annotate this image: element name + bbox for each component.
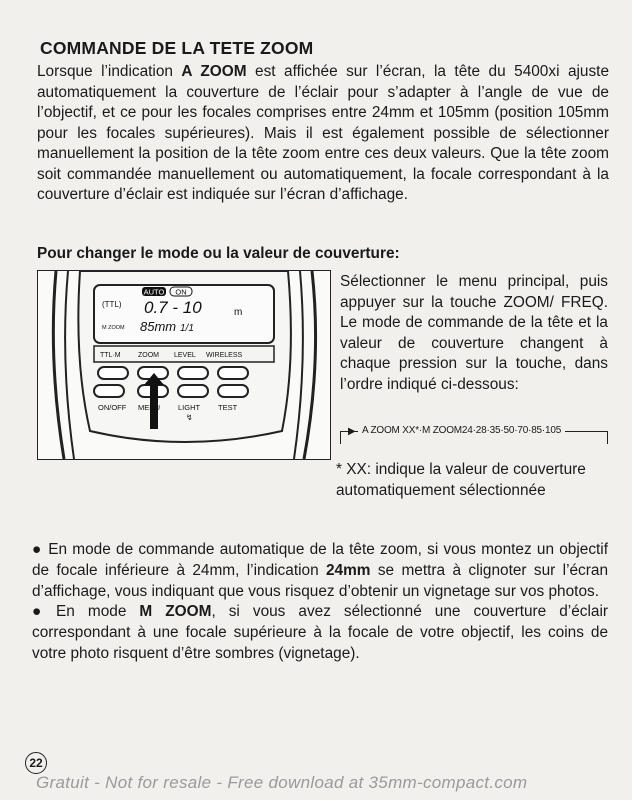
button-label-menu: MENU: [138, 403, 161, 412]
intro-paragraph: [37, 62, 609, 206]
bullet-item: [32, 540, 608, 602]
bullet-text-post: , si vous avez sélectionné une couverture d’éclair correspondant à une focale supérieure à la focale de votre objectif, les coins de votre photo risquent d’être sombres (vignetage).: [32, 603, 609, 662]
bullet-text-post: se mettra à clignoter sur l’écran d’affichage, vous indiquant que vous risquez d’obtenir un vignetage sur vos photos.: [32, 561, 609, 600]
button-label-onoff: ON/OFF: [98, 403, 127, 412]
menu-label-wireless: WIRELESS: [206, 352, 243, 359]
page-number: 22: [25, 752, 47, 774]
flash-panel-labels: [38, 271, 330, 459]
bullet-item: [32, 602, 608, 664]
arrow-right-icon: ▶: [348, 426, 356, 437]
lcd-auto-label: AUTO: [143, 287, 165, 297]
lcd-on-label: ON: [175, 287, 187, 297]
menu-label-zoom: ZOOM: [138, 352, 159, 359]
lightning-icon: ↯: [186, 413, 193, 422]
menu-label-level: LEVEL: [174, 352, 196, 359]
lcd-mzoom-label: M ZOOM: [102, 325, 125, 331]
lcd-ratio: 1/1: [180, 323, 194, 334]
button-label-test: TEST: [218, 403, 238, 412]
bullet-list: [32, 540, 608, 665]
bullet-text-bold: 24mm: [326, 561, 371, 579]
bullet-text-bold: M ZOOM: [139, 603, 212, 621]
footnote-xx: * XX: indique la valeur de couverture automatiquement sélectionnée: [336, 461, 586, 499]
zoom-sequence-label: A ZOOM XX*·M ZOOM24·28·35·50·70·85·105: [358, 425, 565, 436]
footer-watermark: Gratuit - Not for resale - Free download at 35mm-compact.com: [36, 773, 528, 792]
flash-control-panel-figure: [37, 270, 331, 460]
bullet-text-pre: En mode: [56, 603, 140, 621]
lcd-zoom-value: 85mm: [140, 319, 177, 334]
button-label-light: LIGHT: [178, 403, 201, 412]
intro-text-2: est affichée sur l’écran, la tête du 5400xi ajuste automatiquement la couverture de l’éclair pour s’adapter à l’angle de vue de l’objectif, et ce pour les focales comprises entre 24mm et 105mm (position 105mm pour les focales supérieures). Mais il est également possible de sélectionner manuellement la position de la tête zoom entre ces deux valeurs. Que la tête zoom soit commandée manuellement ou automatiquement, la focale correspondant à la couverture d’éclair est indiquée sur l’écran d’affichage.: [37, 63, 610, 203]
intro-a-zoom: A ZOOM: [181, 63, 247, 80]
zoom-sequence-diagram: [340, 425, 610, 447]
section-title: COMMANDE DE LA TETE ZOOM: [40, 38, 314, 58]
bullet-icon: ●: [32, 603, 51, 621]
bullet-icon: ●: [32, 541, 43, 558]
lcd-ttl-label: (TTL): [102, 300, 122, 309]
subheading: Pour changer le mode ou la valeur de couverture:: [37, 245, 400, 262]
menu-label-ttlm: TTL·M: [100, 352, 121, 359]
instruction-paragraph: Sélectionner le menu principal, puis appuyer sur la touche ZOOM/ FREQ. Le mode de commande de la tête et la valeur de couverture changent à chaque pression sur la touche, dans l’ordre indiqué ci-dessous:: [340, 273, 608, 393]
bullet-text-pre: En mode de commande automatique de la tête zoom, si vous montez un objectif de focale inférieure à 24mm, l’indication: [32, 541, 608, 579]
intro-text-1: Lorsque l’indication: [37, 63, 182, 80]
lcd-distance-unit: m: [234, 307, 243, 318]
lcd-distance-range: 0.7 - 10: [144, 298, 202, 317]
